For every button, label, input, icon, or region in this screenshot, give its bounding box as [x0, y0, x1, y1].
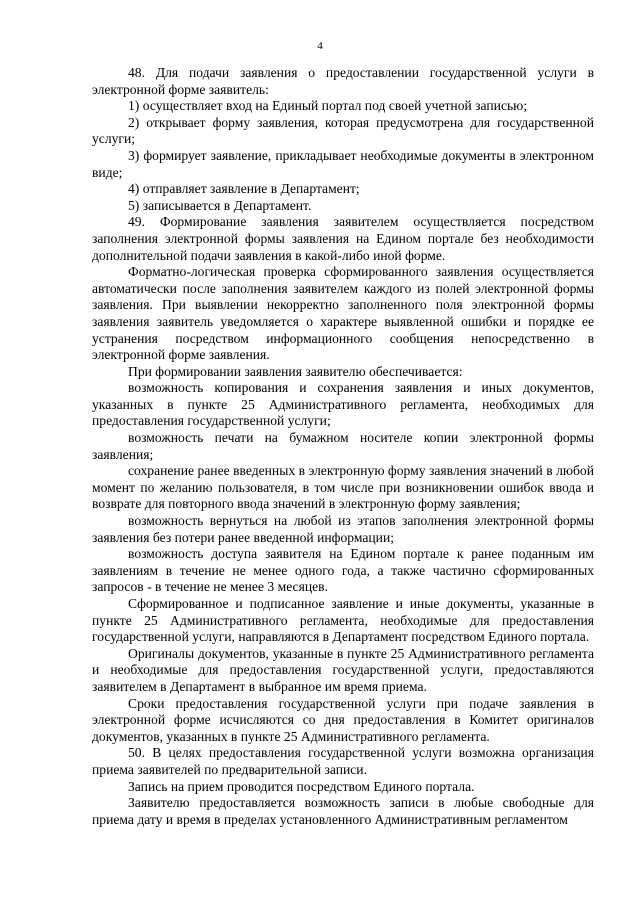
paragraph-print: возможность печати на бумажном носителе копии электронной формы заявления;	[92, 430, 594, 462]
paragraph-submission: Сформированное и подписанное заявление и иные документы, указанные в пункте 25 Административного регламента, необходимые для предоставления государственной услуги, направляются в Департамент посредством Единого портала.	[92, 596, 594, 645]
paragraph-48-intro: 48. Для подачи заявления о предоставлении государственной услуги в электронной форме заявитель:	[92, 65, 594, 97]
list-item-3: 3) формирует заявление, прикладывает необходимые документы в электронном виде;	[92, 147, 594, 180]
paragraph-format-check: Форматно-логическая проверка сформированного заявления осуществляется автоматически после заполнения заявителем каждого из полей электронной формы заявления. При выявлении некорректно заполненного поля электронной формы заявления заявитель уведомляется о характере выявленной ошибки и порядке ее устранения посредством информационного сообщения непосредственно в электронной форме заявления.	[92, 264, 594, 363]
paragraph-free-slots: Заявителю предоставляется возможность записи в любые свободные для приема дату и время в пределах установленного Административным регламентом	[92, 795, 594, 827]
paragraph-save-values: сохранение ранее введенных в электронную форму заявления значений в любой момент по желанию пользователя, в том числе при возникновении ошибок ввода и возврате для повторного ввода значений в электронную форму заявления;	[92, 463, 594, 512]
paragraph-provided-intro: При формировании заявления заявителю обеспечивается:	[128, 363, 463, 379]
list-item-5: 5) записывается в Департамент.	[128, 197, 312, 213]
paragraph-return-step: возможность вернуться на любой из этапов заполнения электронной формы заявления без потери ранее введенной информации;	[92, 513, 594, 545]
document-body	[92, 65, 594, 828]
page-number: 4	[317, 40, 323, 52]
paragraph-originals: Оригиналы документов, указанные в пункте 25 Административного регламента и необходимые для предоставления государственной услуги, предоставляются заявителем в Департамент в выбранное им время приема.	[92, 645, 594, 694]
paragraph-appointment: Запись на прием проводится посредством Единого портала.	[128, 778, 475, 794]
paragraph-49: 49. Формирование заявления заявителем осуществляется посредством заполнения электронной формы заявления на Едином портале без необходимости дополнительной подачи заявления в какой-либо иной форме.	[92, 214, 594, 263]
list-item-4: 4) отправляет заявление в Департамент;	[128, 181, 360, 197]
paragraph-deadlines: Сроки предоставления государственной услуги при подаче заявления в электронной форме исчисляются со дня предоставления в Комитет оригиналов документов, указанных в пункте 25 Административного регламента.	[92, 695, 594, 744]
list-item-2: 2) открывает форму заявления, которая предусмотрена для государственной услуги;	[92, 114, 594, 147]
paragraph-50: 50. В целях предоставления государственной услуги возможна организация приема заявителей по предварительной записи.	[92, 745, 594, 777]
paragraph-copy-save: возможность копирования и сохранения заявления и иных документов, указанных в пункте 25 Административного регламента, необходимых для предоставления государственной услуги;	[92, 380, 594, 429]
paragraph-access: возможность доступа заявителя на Едином портале к ранее поданным им заявлениям в течение не менее одного года, а также частично сформированных запросов - в течение не менее 3 месяцев.	[92, 546, 594, 595]
list-item-1: 1) осуществляет вход на Единый портал под своей учетной записью;	[128, 98, 528, 114]
